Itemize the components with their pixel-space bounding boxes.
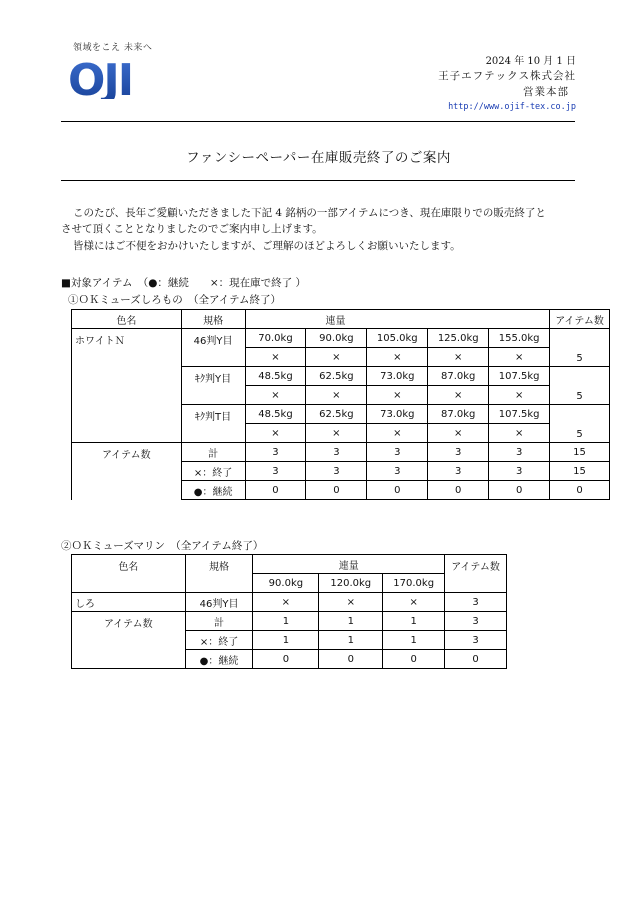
weight-cell: 105.0kg [367, 329, 428, 348]
weight-cell: 87.0kg [428, 405, 489, 424]
header-color: 色名 [72, 310, 182, 329]
summary-row-label: ×：終了 [181, 462, 245, 481]
table-ok-muse-shiromono [71, 309, 610, 500]
weight-cell: 170.0kg [383, 574, 445, 593]
summary-label: アイテム数 [72, 612, 186, 669]
weight-cell: 107.5kg [489, 405, 550, 424]
page-title: ファンシーペーパー在庫販売終了のご案内 [186, 150, 451, 166]
company-url-link[interactable]: http://www.ojif-tex.co.jp [448, 102, 576, 112]
weight-cell: 48.5kg [245, 405, 306, 424]
status-mark: × [319, 593, 383, 612]
header-spec: 規格 [185, 555, 253, 593]
summary-value: 3 [245, 443, 306, 462]
table1-caption: ①ＯＫミューズしろもの （全アイテム終了） [68, 294, 282, 306]
weight-cell: 48.5kg [245, 367, 306, 386]
weight-cell: 62.5kg [306, 405, 367, 424]
item-count-cell: 5 [550, 367, 610, 405]
summary-value: 0 [367, 481, 428, 500]
color-name-cell: ホワイトＮ [72, 329, 182, 443]
department-name: 営業本部 [523, 86, 569, 98]
weight-cell: 155.0kg [489, 329, 550, 348]
weight-cell: 90.0kg [253, 574, 319, 593]
summary-value: 0 [306, 481, 367, 500]
divider-title [61, 180, 575, 181]
header-weight: 連量 [245, 310, 550, 329]
item-count-cell: 5 [550, 329, 610, 367]
status-mark: × [367, 386, 428, 405]
summary-value: 1 [319, 612, 383, 631]
summary-row-label: 計 [181, 443, 245, 462]
spec-cell: ｷｸ判Y目 [181, 367, 245, 405]
svg-text:OJI: OJI [68, 55, 133, 99]
status-mark: × [489, 386, 550, 405]
status-mark: × [245, 424, 306, 443]
body-line-3: 皆様にはご不便をおかけいたしますが、ご理解のほどよろしくお願いいたします。 [73, 240, 461, 252]
summary-value: 0 [428, 481, 489, 500]
header-color: 色名 [72, 555, 186, 593]
status-mark: × [383, 593, 445, 612]
header-weight: 連量 [253, 555, 445, 574]
status-mark: × [253, 593, 319, 612]
summary-row-label: ●：継続 [181, 481, 245, 500]
summary-value: 1 [253, 612, 319, 631]
summary-value: 3 [489, 462, 550, 481]
weight-cell: 73.0kg [367, 367, 428, 386]
summary-row-label: 計 [185, 612, 253, 631]
section-heading: ■対象アイテム （●：継続 ×：現在庫で終了 ） [61, 277, 306, 289]
summary-value: 3 [367, 443, 428, 462]
summary-value: 0 [319, 650, 383, 669]
oji-logo [68, 55, 164, 103]
status-mark: × [245, 386, 306, 405]
summary-value: 0 [489, 481, 550, 500]
company-name: 王子エフテックス株式会社 [438, 70, 576, 82]
summary-value: 3 [306, 443, 367, 462]
table2-caption: ②ＯＫミューズマリン （全アイテム終了） [61, 540, 264, 552]
summary-total: 15 [550, 443, 610, 462]
summary-value: 1 [319, 631, 383, 650]
status-mark: × [489, 348, 550, 367]
summary-value: 1 [383, 631, 445, 650]
summary-value: 1 [383, 612, 445, 631]
oji-logo-mark [68, 55, 164, 99]
status-mark: × [428, 348, 489, 367]
body-line-1: このたび、長年ご愛顧いただきました下記 4 銘柄の一部アイテムにつき、現在庫限りでの販売終了と [73, 207, 546, 219]
summary-label: アイテム数 [72, 443, 182, 500]
divider-top [61, 121, 575, 122]
summary-value: 3 [428, 462, 489, 481]
item-count-cell: 3 [445, 593, 507, 612]
weight-cell: 73.0kg [367, 405, 428, 424]
header-item-count: アイテム数 [550, 310, 610, 329]
weight-cell: 87.0kg [428, 367, 489, 386]
summary-value: 3 [245, 462, 306, 481]
summary-total: 15 [550, 462, 610, 481]
status-mark: × [428, 386, 489, 405]
weight-cell: 62.5kg [306, 367, 367, 386]
header-spec: 規格 [181, 310, 245, 329]
summary-value: 0 [245, 481, 306, 500]
weight-cell: 90.0kg [306, 329, 367, 348]
weight-cell: 125.0kg [428, 329, 489, 348]
document-date: 2024 年 10 月 1 日 [485, 56, 576, 67]
table-ok-muse-marine [71, 554, 507, 669]
header-item-count: アイテム数 [445, 555, 507, 593]
summary-value: 0 [383, 650, 445, 669]
summary-value: 3 [306, 462, 367, 481]
weight-cell: 120.0kg [319, 574, 383, 593]
status-mark: × [306, 424, 367, 443]
summary-value: 0 [253, 650, 319, 669]
summary-total: 0 [445, 650, 507, 669]
spec-cell: 46判Y目 [185, 593, 253, 612]
summary-value: 3 [428, 443, 489, 462]
status-mark: × [428, 424, 489, 443]
summary-total: 3 [445, 631, 507, 650]
spec-cell: 46判Y目 [181, 329, 245, 367]
body-line-2: させて頂くこととなりましたのでご案内申し上げます。 [61, 223, 323, 235]
status-mark: × [245, 348, 306, 367]
color-name-cell: しろ [72, 593, 186, 612]
status-mark: × [367, 348, 428, 367]
weight-cell: 107.5kg [489, 367, 550, 386]
company-tagline: 領域をこえ 未来へ [73, 43, 153, 53]
summary-row-label: ●：継続 [185, 650, 253, 669]
spec-cell: ｷｸ判T目 [181, 405, 245, 443]
status-mark: × [489, 424, 550, 443]
item-count-cell: 5 [550, 405, 610, 443]
weight-cell: 70.0kg [245, 329, 306, 348]
status-mark: × [367, 424, 428, 443]
summary-total: 0 [550, 481, 610, 500]
summary-row-label: ×：終了 [185, 631, 253, 650]
summary-value: 1 [253, 631, 319, 650]
summary-value: 3 [489, 443, 550, 462]
status-mark: × [306, 348, 367, 367]
status-mark: × [306, 386, 367, 405]
summary-value: 3 [367, 462, 428, 481]
summary-total: 3 [445, 612, 507, 631]
